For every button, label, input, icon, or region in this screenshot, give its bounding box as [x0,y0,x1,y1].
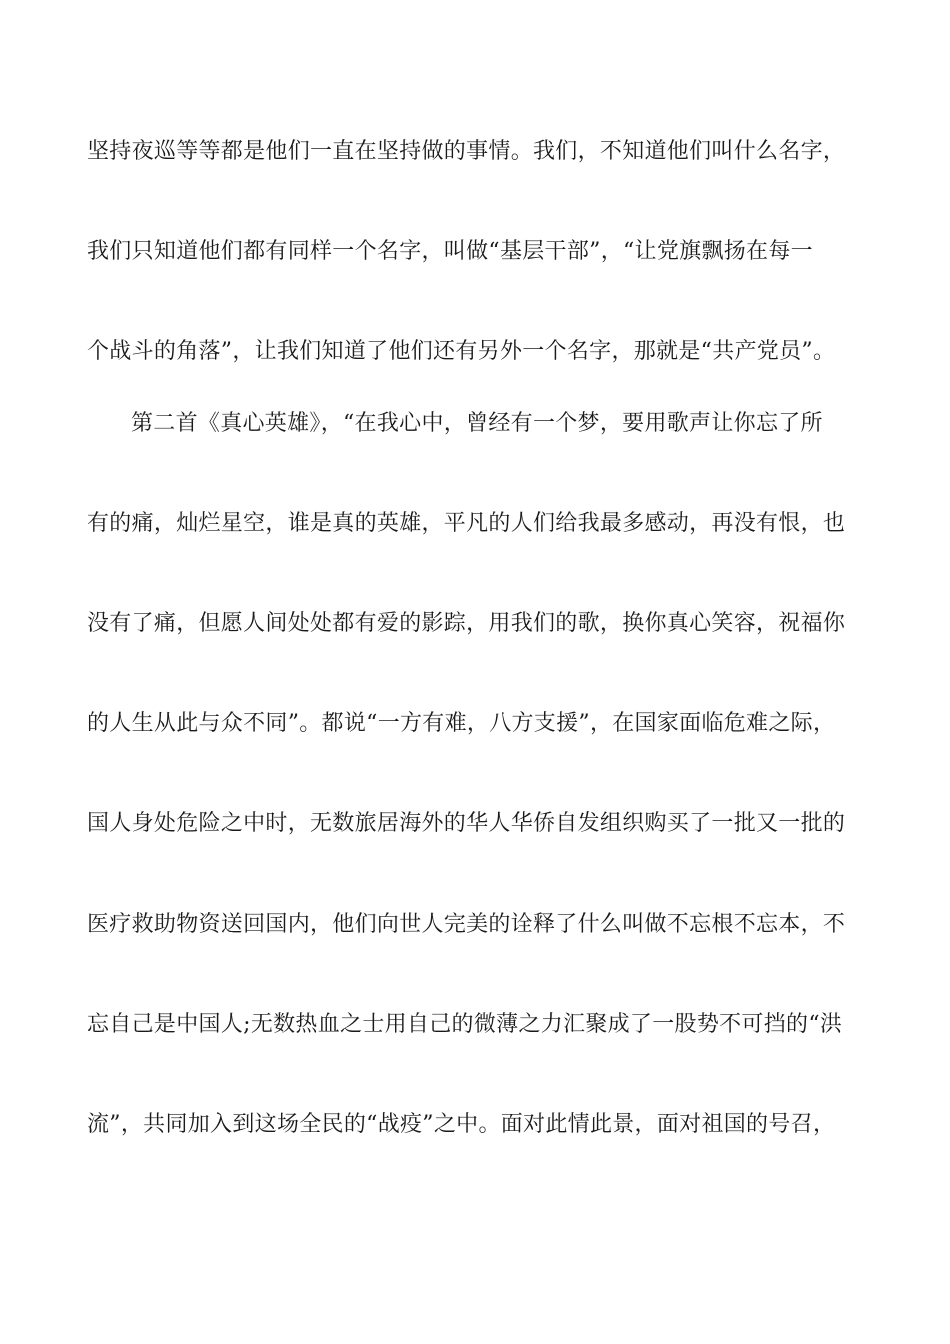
text-line-7: 的人生从此与众不同”。都说“一方有难，八方支援”，在国家面临危难之际， [87,711,836,736]
text-line-8: 国人身处危险之中时，无数旅居海外的华人华侨自发组织购买了一批又一批的 [87,811,846,836]
text-line-9: 医疗救助物资送回国内，他们向世人完美的诠释了什么叫做不忘根不忘本，不 [87,912,846,937]
text-line-3: 个战斗的角落”，让我们知道了他们还有另外一个名字，那就是“共产党员”。 [87,339,836,364]
text-line-4-paragraph-start: 第二首《真心英雄》，“在我心中，曾经有一个梦，要用歌声让你忘了所 [131,411,823,436]
text-line-5: 有的痛，灿烂星空，谁是真的英雄，平凡的人们给我最多感动，再没有恨，也 [87,511,846,536]
text-line-6: 没有了痛，但愿人间处处都有爱的影踪，用我们的歌，换你真心笑容，祝福你 [87,611,846,636]
text-line-10: 忘自己是中国人;无数热血之士用自己的微薄之力汇聚成了一股势不可挡的“洪 [87,1012,843,1037]
text-line-2: 我们只知道他们都有同样一个名字，叫做“基层干部”，“让党旗飘扬在每一 [87,239,813,264]
text-line-11: 流”，共同加入到这场全民的“战疫”之中。面对此情此景，面对祖国的号召， [87,1112,836,1137]
text-line-1: 坚持夜巡等等都是他们一直在坚持做的事情。我们，不知道他们叫什么名字， [87,139,846,164]
